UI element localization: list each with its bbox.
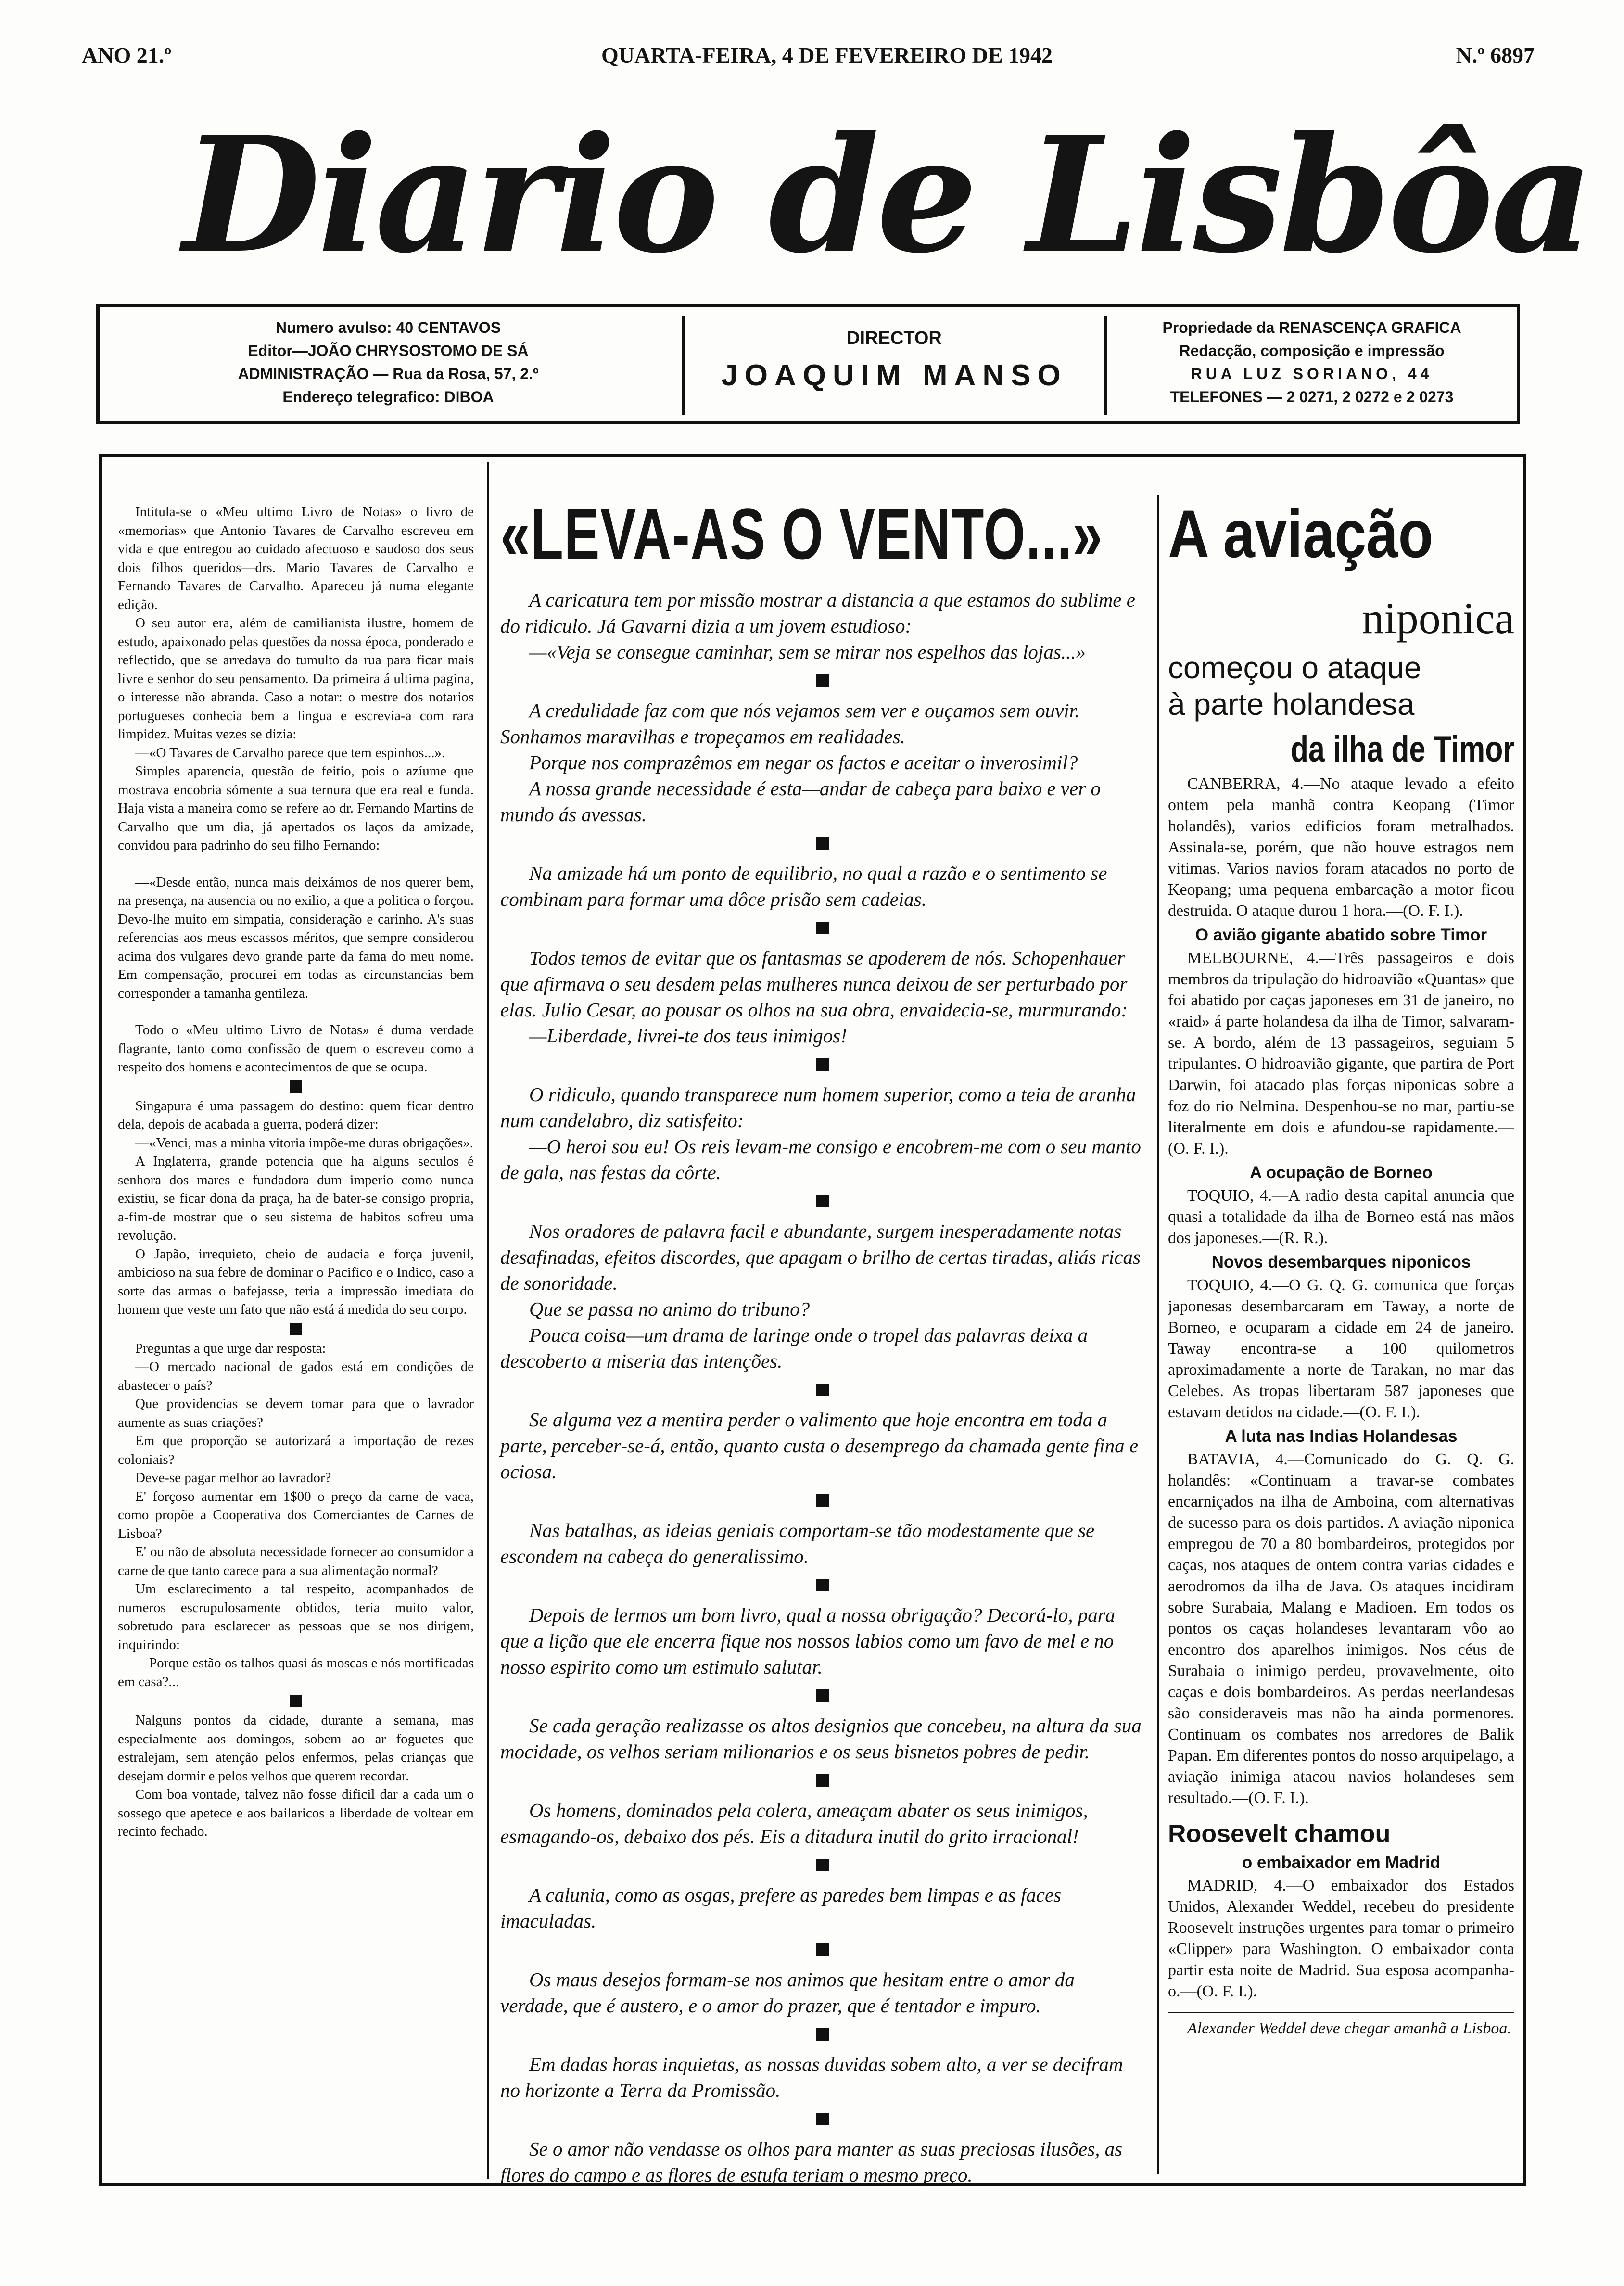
left-paragraph: —«O Tavares de Carvalho parece que tem espinhos...». [135,745,445,761]
info-right [1105,316,1519,408]
aphorism-paragraph: Na amizade há um ponto de equilibrio, no qual a razão e o sentimento se combinam para formar uma dôce prisão sem cadeias. [500,862,1107,910]
phones-line: TELEFONES — 2 0271, 2 0272 e 2 0273 [1170,388,1454,406]
director-name: JOAQUIM MANSO [721,359,1067,392]
aphorism-paragraph: Nas batalhas, as ideias geniais comportam-se tão modestamente que se escondem na cabeça do generalissimo. [500,1519,1095,1567]
left-paragraph: Singapura é uma passagem do destino: quem ficar dentro dela, depois de acabada a guerra, poderá dizer: [118,1098,474,1132]
left-paragraph: A Inglaterra, grande potencia que ha alguns seculos é senhora dos mares e fundadora dum imperio como nunca existiu, se ficar dona da praça, ha de bater-se consigo propria, a-fim-de mostrar que o seu sistema de habitos sofreu uma revolução. [118,1154,474,1243]
news-subheading: o embaixador em Madrid [1242,1853,1441,1872]
right-subheadline-line: à parte holandesa [1168,687,1415,722]
year-label: ANO 21.º [82,43,172,67]
right-subheadline [1168,649,1514,723]
section-square-icon [816,1774,829,1787]
news-paragraph: TOQUIO, 4.—O G. Q. G. comunica que forças japonesas desembarcaram em Taway, a norte de Borneo, e ocuparam a cidade em 24 de janeiro. Taway encontra-se a 100 quilometros aproximadamente a norte de Tarakan, no mar das Celebes. As tropas libertaram 587 japoneses que estavam detidos na cidade.—(O. F. I.). [1168,1276,1514,1421]
left-paragraph: Que providencias se devem tomar para que o lavrador aumente as suas criações? [118,1396,474,1430]
section-square-icon [816,2028,829,2041]
left-paragraph: Nalguns pontos da cidade, durante a semana, mas especialmente aos domingos, sobem ao ar foguetes que estralejam, sem atenção pelos enfermos, pelas crianças que desejam dormir e pelos velhos que querem recordar. [118,1713,474,1784]
news-paragraph: MELBOURNE, 4.—Três passageiros e dois membros da tripulação do hidroavião «Quantas» que foi abatido por caças japoneses em 31 de janeiro, no «raid» á parte holandesa da ilha de Timor, salvaram-se. A bordo, além de 13 passageiros, seguiam 5 tripulantes. O hidroavião gigante, que partira de Port Darwin, foi atacado plas forças niponicas sobre a foz do rio Nelmina. Despenhou-se no mar, partiu-se literalmente em dois e afundou-se rapidamente.—(O. F. I.). [1168,949,1514,1157]
left-paragraph: Um esclarecimento a tal respeito, acompanhados de numeros escrupulosamente obtidos, teria muito valor, sobretudo para esclarecer as pessoas que se nos dirigem, inquirindo: [118,1581,474,1652]
aphorism-paragraph: A nossa grande necessidade é esta—andar de cabeça para baixo e ver o mundo ás avessas. [500,777,1101,826]
news-caption: Alexander Weddel deve chegar amanhã a Lisboa. [1168,2012,1514,2039]
center-column [500,481,1145,2186]
aphorism-paragraph: Em dadas horas inquietas, as nossas duvidas sobem alto, a ver se decifram no horizonte a Terra da Promissão. [500,2053,1123,2101]
left-paragraph: Simples aparencia, questão de feitio, pois o azíume que mostrava encobria sómente a sua ternura que era real e funda. Haja vista a maneira como se refere ao dr. Fernando Martins de Carvalho que um dia, já apertados os laços da amizade, convidou para padrinho do seu filho Fernando: [118,763,474,853]
news-subheading: O avião gigante abatido sobre Timor [1195,926,1487,944]
column-rule-right [1157,495,1159,2174]
section-square-icon [816,1494,829,1507]
right-column [1168,495,1514,2165]
aphorism-paragraph: Depois de lermos um bom livro, qual a nossa obrigação? Decorá-lo, para que a lição que ele encerra fique nos nossos labios como um favo de mel e no nosso espirito como um estimulo salutar. [500,1604,1116,1678]
aphorism-paragraph: Se o amor não vendasse os olhos para manter as suas preciosas ilusões, as flores do campo e as flores de estufa teriam o mesmo preço. [500,2138,1123,2186]
spacer [118,855,474,873]
aphorism-paragraph: Pouca coisa—um drama de laringe onde o tropel das palavras deixa a descoberto a miseria das intenções. [500,1324,1088,1372]
aphorism-paragraph: Que se passa no animo do tribuno? [529,1298,810,1320]
news-subheading: A ocupação de Borneo [1250,1163,1433,1182]
news-paragraph: MADRID, 4.—O embaixador dos Estados Unidos, Alexander Weddel, recebeu do presidente Roosevelt instruções urgentes para tomar o primeiro «Clipper» para Washington. O embaixador conta partir esta noite de Madrid. Sua esposa acompanha-o.—(O. F. I.). [1168,1877,1514,2000]
left-paragraph: O Japão, irrequieto, cheio de audacia e força juvenil, ambicioso na sua febre de dominar o Pacifico e o Indico, caso a sorte das armas o bafejasse, teria a impressão imediata do homem que veste um fato que não está á medida do seu corpo. [118,1246,474,1317]
right-headline: A aviação [1168,496,1434,572]
right-headline-3: da ilha de Timor [1290,729,1514,770]
right-subheadline-line: começou o ataque [1168,650,1421,685]
news-subheading: Novos desembarques niponicos [1211,1253,1471,1271]
aphorism-paragraph: O ridiculo, quando transparece num homem superior, como a teia de aranha num candelabro, diz satisfeito: [500,1083,1136,1131]
left-paragraph: —«Desde então, nunca mais deixámos de nos querer bem, na presença, na ausencia ou no exilio, a que a politica o forçou. Devo-lhe muito em simpatia, consideração e carinho. A's suas referencias aos meus escassos méritos, que sempre considerou acima dos vulgares devo grande parte da fama do meu nome. Em compensação, procurei em todas as circunstancias bem corresponder a tamanha gentileza. [118,874,474,1001]
aphorism-paragraph: Os maus desejos formam-se nos animos que hesitam entre o amor da verdade, que é austero, e o amor do prazer, que é tentador e impuro. [500,1968,1075,2017]
center-headline: «LEVA-AS O VENTO...» [500,494,1103,574]
news-paragraph: BATAVIA, 4.—Comunicado do G. Q. G. holandês: «Continuam a travar-se combates encarniçados na ilha de Amboina, com alternativas de sucesso para os dois partidos. A aviação niponica empregou de 70 a 80 bombardeiros, protegidos por caças, nos ataques de ontem contra varias cidades e aerodromos da ilha de Java. Os ataques incidiram sobre Surabaia, Malang e Madioen. Em todos os pontos os caças holandeses levantaram vôo ao encontro dos aparelhos inimigos. Nos céus de Surabaia o inimigo perdeu, provavelmente, oito caças e dois bombardeiros. As perdas neerlandesas são consideraveis mas não ha ainda pormenores. Continuam os combates nos arredores de Balik Papan. Em diferentes pontos do nosso arquipelago, a aviação inimiga atacou navios holandeses sem resultado.—(O. F. I.). [1168,1450,1514,1807]
section-square-icon [816,1943,829,1956]
left-paragraph: —«Venci, mas a minha vitoria impõe-me duras obrigações». [135,1135,474,1151]
left-paragraph: E' forçoso aumentar em 1$00 o preço da carne de vaca, como propõe a Cooperativa dos Comerciantes de Carnes de Lisboa? [118,1488,474,1541]
aphorism-paragraph: Se cada geração realizasse os altos designios que concebeu, na altura da sua mocidade, os velhos seriam milionarios e os seus bisnetos pobres de pedir. [500,1714,1142,1763]
aphorism-paragraph: A calunia, como as osgas, prefere as paredes bem limpas e as faces imaculadas. [500,1884,1062,1932]
left-paragraph: E' ou não de absoluta necessidade fornecer ao consumidor a carne de que tanto carece para a sua alimentação normal? [118,1544,474,1578]
left-paragraph: Intitula-se o «Meu ultimo Livro de Notas» o livro de «memorias» que Antonio Tavares de Carvalho escreveu em vida e que entregou ao cuidado afectuoso e saudoso dos seus dois filhos queridos—drs. Mario Tavares de Carvalho e Fernando Tavares de Carvalho. Apareceu já numa elegante edição. [118,504,474,612]
director-label: DIRECTOR [847,328,942,348]
section-square-icon [816,1058,829,1071]
left-paragraph: —O mercado nacional de gados está em condições de abastecer o país? [118,1359,474,1393]
section-square-icon [816,1195,829,1207]
right-headline-2: niponica [1362,594,1514,643]
left-paragraph: Preguntas a que urge dar resposta: [135,1340,326,1356]
spacer [118,1003,474,1021]
administration-line: ADMINISTRAÇÃO — Rua da Rosa, 57, 2.º [238,365,539,382]
aphorism-list [500,587,1145,2188]
aphorism-paragraph: Os homens, dominados pela colera, ameaçam abater os seus inimigos, esmagando-os, debaixo dos pés. Eis a ditadura inutil do grito irracional! [500,1799,1088,1847]
left-paragraph: Com boa vontade, talvez não fosse dificil dar a cada um o sossego que apetece e aos bailaricos a liberdade de voltear em recinto fechado. [118,1787,474,1839]
info-left [109,316,667,408]
section-square-icon [290,1323,302,1335]
director-box [682,316,1107,415]
masthead-title: Diario de Lisbôa [183,102,1591,288]
owner-line: Propriedade da RENASCENÇA GRAFICA [1162,319,1461,336]
left-column [118,503,474,2167]
news-subheading: A luta nas Indias Holandesas [1225,1427,1458,1446]
aphorism-paragraph: —«Veja se consegue caminhar, sem se mirar nos espelhos das lojas...» [529,641,1086,663]
roosevelt-headline: Roosevelt chamou [1168,1820,1391,1848]
aphorism-paragraph: A caricatura tem por missão mostrar a distancia a que estamos do sublime e do ridiculo. Já Gavarni dizia a um jovem estudioso: [500,589,1135,637]
aphorism-paragraph: Todos temos de evitar que os fantasmas se apoderem de nós. Schopenhauer que afirmava o seu desdem pelas mulheres nunca deixou de ser perturbado por elas. Julio Cesar, ao pousar os olhos na sua obra, envaidecia-se, murmurando: [500,947,1128,1021]
section-square-icon [290,1695,302,1707]
left-paragraph: —Porque estão os talhos quasi ás moscas e nós mortificadas em casa?... [118,1655,474,1689]
telegraph-line: Endereço telegrafico: DIBOA [282,388,494,406]
news-paragraph: TOQUIO, 4.—A radio desta capital anuncia que quasi a totalidade da ilha de Borneo está nas mãos dos japoneses.—(R. R.). [1168,1187,1514,1247]
aphorism-paragraph: —Liberdade, livrei-te dos teus inimigos! [529,1025,847,1047]
left-paragraph: Deve-se pagar melhor ao lavrador? [135,1470,331,1486]
section-square-icon [290,1080,302,1093]
aphorism-paragraph: Nos oradores de palavra facil e abundante, surgem inesperadamente notas desafinadas, efeitos discordes, que apagam o brilho de certas tiradas, aliás ricas de sonoridade. [500,1220,1141,1294]
date-label: QUARTA-FEIRA, 4 DE FEVEREIRO DE 1942 [601,43,1053,67]
left-paragraph: O seu autor era, além de camilianista ilustre, homem de estudo, apaixonado pelas questões da nossa época, ponderado e reflectido, que se arredava do tumulto da rua para ficar mais livre e senhor do seu pensamento. Da primeira á ultima pagina, o interesse não abranda. Caso a notar: o mestre dos notarios portugueses conhecia bem a lingua e escrevia-a com rara limpidez. Muitas vezes se dizia: [118,615,474,742]
section-square-icon [816,1689,829,1702]
aphorism-paragraph: Porque nos comprazêmos em negar os factos e aceitar o inverosimil? [529,751,1078,774]
header-line [82,42,1535,76]
left-paragraph: Todo o «Meu ultimo Livro de Notas» é duma verdade flagrante, tanto como confissão de quem o escreveu como a respeito dos homens e acontecimentos de que se ocupa. [118,1022,474,1075]
news-paragraph: CANBERRA, 4.—No ataque levado a efeito ontem pela manhã contra Keopang (Timor holandês), varios edificios foram metralhados. Assinala-se, porém, que não houve estragos nem vitimas. Varios navios foram atacados no porto de Keopang; uma pequena embarcação a motor ficou destruida. O ataque durou 1 hora.—(O. F. I.). [1168,775,1514,920]
price-line: Numero avulso: 40 CENTAVOS [275,319,501,336]
office-line: Redacção, composição e impressão [1179,342,1445,359]
section-square-icon [816,837,829,850]
section-square-icon [816,1579,829,1591]
section-square-icon [816,1859,829,1871]
issue-number: N.º 6897 [1456,43,1535,67]
section-square-icon [816,674,829,687]
address-line: RUA LUZ SORIANO, 44 [1191,365,1433,382]
editor-line: Editor—JOÃO CHRYSOSTOMO DE SÁ [248,342,529,359]
info-box [96,304,1520,424]
column-rule-left [487,462,489,2179]
aphorism-paragraph: —O heroi sou eu! Os reis levam-me consigo e encobrem-me com o seu manto de gala, nas festas da côrte. [500,1135,1141,1183]
left-paragraph: Em que proporção se autorizará a importação de rezes coloniais? [118,1433,474,1467]
aphorism-paragraph: A credulidade faz com que nós vejamos sem ver e ouçamos sem ouvir. Sonhamos maravilhas e tropeçamos em realidades. [500,699,1080,748]
section-square-icon [816,1384,829,1396]
section-square-icon [816,2113,829,2125]
section-square-icon [816,922,829,934]
aphorism-paragraph: Se alguma vez a mentira perder o valimento que hoje encontra em toda a parte, perceber-se-á, então, quanto custa o desemprego da chamada gente fina e ociosa. [500,1409,1139,1483]
